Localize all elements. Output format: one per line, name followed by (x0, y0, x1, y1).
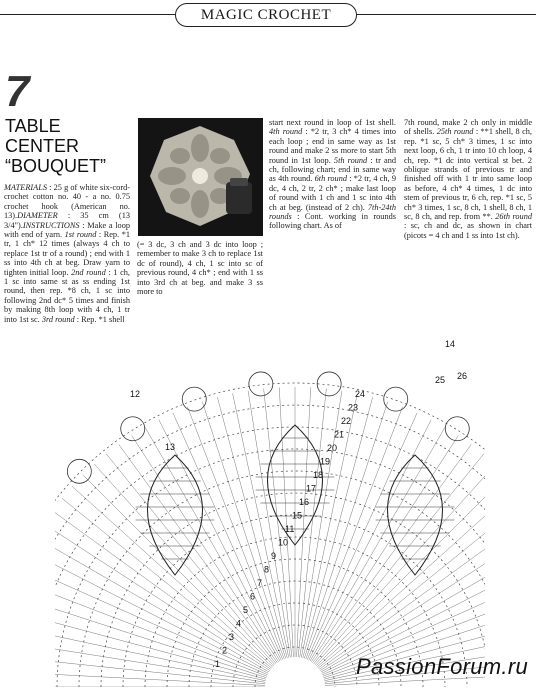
instruction-text: 7th round, make 2 ch only in middle of shells. (404, 118, 532, 137)
round-number: 5 (243, 605, 249, 615)
chart-stitch (55, 671, 265, 685)
round-number: 10 (278, 537, 289, 548)
instruction-text: : **1 shell, 8 ch, rep. *1 sc, 5 ch* 3 times, 1 sc into next loop, 6 ch, 1 tr into 10 ch loop, 4 ch, rep. *1 dc into vertical st bet. 2 oblique strands of previous tr and finished off with 1 tr into same loop as before, 4 ch* 4 times, 1 dc into stem of previous tr, 6 ch, rep. *1 sc, 5 ch* 3 times, 1 sc, 8 ch, 1 shell, 8 ch, 1 sc, 8 ch, and rep. from **. (404, 127, 533, 222)
picot-scallop (67, 459, 91, 483)
title-line: CENTER (5, 136, 80, 156)
pattern-number: 7 (5, 67, 30, 116)
chart-stitch (119, 444, 278, 662)
instruction-text: : 35 cm (13 3/4"). (4, 211, 130, 230)
instruction-text: : 25 g of white six-cord-crochet cotton no. 40 - a no. 0.75 crochet hook (American no. 13). (4, 183, 130, 221)
magazine-brand: MAGIC CROCHET (175, 3, 357, 27)
round-label: 3rd round (41, 314, 75, 324)
chart-stitch (159, 420, 282, 661)
picot-scallop (384, 387, 408, 411)
title-line: “BOUQUET” (5, 156, 106, 176)
round-label: DIAMETER (17, 211, 58, 221)
round-number: 13 (165, 442, 176, 452)
chart-stitch (310, 427, 445, 661)
round-arc (55, 427, 485, 687)
title-line: TABLE (5, 116, 61, 136)
instruction-text: : Rep. *1 tr, 1 ch* 12 times (always 4 ch to replace 1st tr of a round) ; end with 1 ss into 4th ch at beg. Draw yarn to tighten initial loop. (4, 230, 130, 277)
crochet-chart-drawing (55, 325, 485, 687)
round-number: 11 (285, 524, 295, 534)
round-number: 25 (435, 375, 446, 385)
chart-stitch (62, 498, 272, 668)
doily-photo-image (138, 118, 263, 236)
chart-stitch (55, 537, 269, 672)
pattern-title (5, 116, 106, 176)
picot-scallop (317, 372, 341, 396)
round-label: 7th-24th rounds (269, 202, 396, 222)
round-number: 21 (334, 429, 345, 440)
instruction-text: : tr and ch, following chart; end in same way as 4th round. (269, 155, 396, 184)
round-number: 20 (327, 443, 338, 453)
instruction-text: : Rep. *1 shell (74, 314, 125, 324)
watermark: PassionForum.ru (355, 654, 528, 679)
round-number: 22 (341, 416, 352, 426)
round-label: 5th round (333, 155, 368, 165)
round-label: 25th round (436, 127, 474, 137)
chart-stitch (301, 394, 357, 658)
chart-stitch (55, 625, 266, 681)
round-number: 14 (445, 339, 456, 349)
chart-stitch (55, 524, 270, 671)
chart-stitch (145, 427, 280, 661)
chart-stitch (217, 397, 287, 658)
round-label: 4th round (269, 127, 303, 137)
chart-stitch (311, 435, 458, 661)
round-label: MATERIALS (4, 183, 48, 192)
chart-stitch (55, 551, 268, 674)
round-label: 1st round (64, 230, 97, 240)
round-number: 26 (457, 371, 468, 381)
instruction-text: : Cont. working in rounds following chart. As of (269, 212, 396, 231)
text-column-1 (4, 183, 130, 324)
chart-stitch (132, 435, 279, 661)
round-number: 12 (130, 389, 141, 399)
round-number: 17 (306, 483, 317, 494)
round-number: 1 (215, 659, 221, 669)
chart-stitch (173, 413, 283, 660)
round-label: 6th round (314, 174, 347, 184)
round-number: 7 (257, 578, 263, 588)
chart-stitch (202, 402, 285, 659)
crochet-chart (55, 325, 485, 687)
round-number: 19 (320, 456, 331, 467)
chart-stitch (316, 475, 485, 666)
round-number: 6 (250, 591, 256, 602)
instruction-text: : Make a loop with end of yarn. (4, 220, 130, 240)
chart-stitch (319, 511, 485, 670)
chart-stitch (313, 444, 472, 662)
round-number: 18 (313, 470, 324, 480)
chart-stitch (233, 394, 289, 658)
instruction-text: : *2 tr, 4 ch, 9 dc, 4 ch, 2 tr, 2 ch* ; make last loop of round with 1 ch and 1 sc into 4th ch at beg. (instead of 2 ch). (269, 174, 396, 212)
round-label: 26th round (495, 212, 532, 222)
round-number: 15 (292, 510, 303, 521)
chart-stitch (248, 391, 290, 658)
round-number: 16 (299, 497, 310, 507)
round-number: 8 (264, 564, 270, 575)
round-number: 3 (229, 632, 235, 642)
round-arc (55, 383, 485, 687)
round-number: 9 (271, 551, 277, 561)
text-column-3 (269, 118, 396, 231)
round-number: 4 (236, 618, 242, 629)
round-number: 2 (222, 645, 228, 656)
text-column-2: (= 3 dc, 3 ch and 3 dc into loop ; remember to make 3 ch to replace 1st dc of round), 4 ch, 1 sc into sc of previous round, 4 ch* ; end with 1 ss into 3rd ch at beg. and make 3 ss more to (137, 240, 263, 297)
text-column-4 (404, 118, 532, 240)
round-label: INSTRUCTIONS (22, 220, 80, 230)
doily-photo (138, 118, 263, 236)
round-number: 23 (348, 402, 359, 413)
picot-scallop (182, 387, 206, 411)
round-label: 2nd round (71, 267, 106, 277)
chart-stitch (307, 413, 417, 660)
chart-stitch (314, 454, 484, 664)
instruction-text: start next round in loop of 1st shell. (269, 118, 396, 127)
chart-stitch (55, 511, 271, 670)
round-number: 24 (355, 389, 366, 399)
instruction-text: : *2 tr, 3 ch* 4 times into each loop ; end in same way as 1st round and make 2 ss more to start 5th round in 1st loop. (269, 127, 396, 165)
instruction-text: : sc, ch and dc, as shown in chart (picots = 4 ch and 1 ss into 1st ch). (404, 221, 532, 240)
instruction-text: : 1 ch, 1 sc into same st as ss ending 1st round, then rep. *8 ch, 1 sc into following 2nd dc* 5 times and finish by making 8th loop with 4 ch, 1 tr into 1st sc. (4, 267, 130, 324)
